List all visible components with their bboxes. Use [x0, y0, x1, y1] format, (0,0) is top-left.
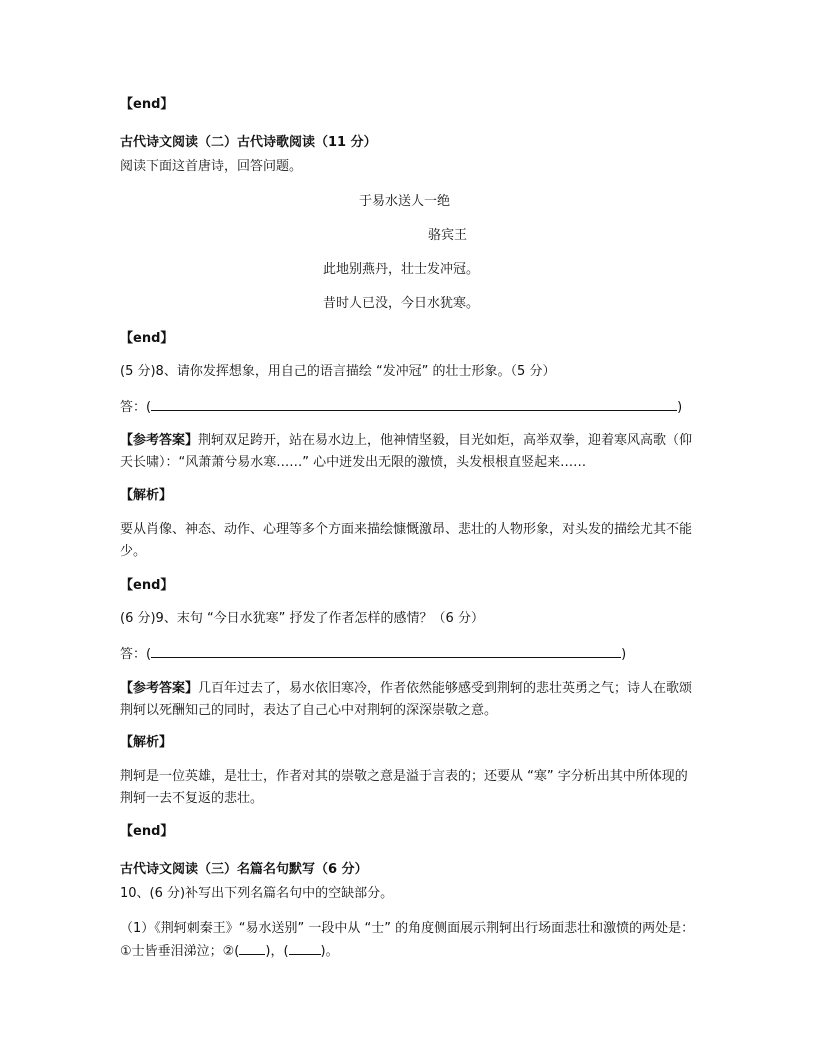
- end-marker-3: 【end】: [120, 578, 174, 593]
- q8-answer-blank[interactable]: [151, 396, 677, 411]
- poem-author: 骆宾王: [428, 228, 468, 243]
- poem-title: 于易水送人一绝: [359, 194, 451, 209]
- q8-analysis-label: 【解析】: [120, 488, 173, 503]
- q9-answer-close: ): [621, 647, 627, 662]
- section3-heading: 古代诗文阅读（三）名篇名句默写（6 分）: [120, 862, 368, 877]
- q8-answer-close: ): [677, 400, 683, 415]
- section2-instruction: 阅读下面这首唐诗，回答问题。: [120, 159, 303, 174]
- q10-prompt: 10、(6 分)补写出下列名篇名句中的空缺部分。: [120, 886, 394, 901]
- q8-answer-open: 答：(: [120, 400, 152, 415]
- q9-answer-line: [120, 643, 626, 665]
- q8-analysis-text: 要从肖像、神态、动作、心理等多个方面来描绘慷慨激昂、悲壮的人物形象，对头发的描绘尤其不能少。: [120, 522, 693, 559]
- q8-prompt: (5 分)8、请你发挥想象，用自己的语言描绘 “发冲冠” 的壮士形象。（5 分）: [120, 364, 556, 379]
- q9-answer-open: 答：(: [120, 647, 152, 662]
- q9-analysis-text: 荆轲是一位英雄，是壮士，作者对其的崇敬之意是溢于言表的；还要从 “寒” 字分析出其中所体现的荆轲一去不复返的悲壮。: [120, 769, 688, 806]
- q10-item-1: [120, 918, 696, 963]
- q10-blank-1[interactable]: [239, 940, 265, 955]
- end-marker-1: 【end】: [120, 97, 174, 112]
- q9-ref-label: 【参考答案】: [120, 681, 199, 696]
- poem-line-2: 昔时人已没，今日水犹寒。: [323, 296, 480, 311]
- q8-ref-label: 【参考答案】: [120, 433, 199, 448]
- q9-analysis-label: 【解析】: [120, 735, 173, 750]
- q10-sep: )，(: [265, 944, 289, 959]
- q9-answer-blank[interactable]: [151, 643, 621, 658]
- poem-line-1: 此地别燕丹，壮士发冲冠。: [323, 262, 480, 277]
- q10-item1-text: （1）《荆轲刺秦王》“易水送别” 一段中从 “士” 的角度侧面展示荆轲出行场面悲壮和激愤的两处是：①士皆垂泪涕泣；②(: [120, 921, 695, 959]
- q9-ref-text: 几百年过去了，易水依旧寒冷，作者依然能够感受到荆轲的悲壮英勇之气；诗人在歌颂荆轲以死酬知己的同时，表达了自己心中对荆轲的深深崇敬之意。: [120, 681, 693, 718]
- q8-ref-text: 荆轲双足跨开，站在易水边上，他神情坚毅，目光如炬，高举双拳，迎着寒风高歌（仰天长啸）：“风萧萧兮易水寒……” 心中迸发出无限的激愤，头发根根直竖起来……: [120, 433, 693, 470]
- section2-heading: 古代诗文阅读（二）古代诗歌阅读（11 分）: [120, 135, 377, 150]
- q8-answer-line: [120, 396, 682, 418]
- q8-reference-answer: [120, 430, 696, 474]
- end-marker-2: 【end】: [120, 331, 174, 346]
- q10-blank-2[interactable]: [289, 940, 321, 955]
- q9-reference-answer: [120, 678, 696, 722]
- q10-end: )。: [320, 944, 339, 959]
- q9-prompt: (6 分)9、末句 “今日水犹寒” 抒发了作者怎样的感情？（6 分）: [120, 611, 484, 626]
- end-marker-4: 【end】: [120, 824, 174, 839]
